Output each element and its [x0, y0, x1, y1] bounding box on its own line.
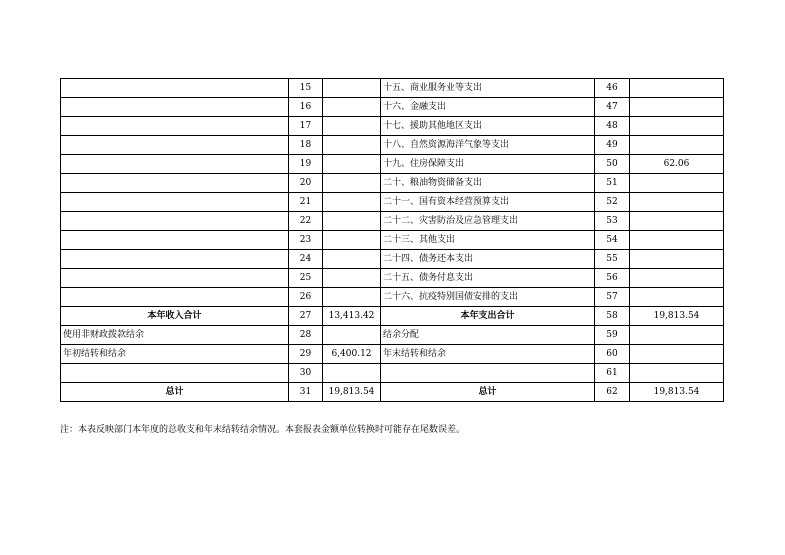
income-item-cell [61, 364, 289, 383]
income-row-number-cell: 31 [289, 383, 323, 402]
table-row [61, 79, 724, 98]
expense-row-number-cell: 49 [595, 136, 630, 155]
income-item-cell [61, 174, 289, 193]
expense-row-number-cell: 61 [595, 364, 630, 383]
table-row [61, 288, 724, 307]
expense-row-number-cell: 62 [595, 383, 630, 402]
expense-amount-cell [630, 364, 724, 383]
income-amount-cell [323, 364, 381, 383]
expense-row-number-cell: 46 [595, 79, 630, 98]
income-row-number-cell: 25 [289, 269, 323, 288]
income-item-cell: 年初结转和结余 [61, 345, 289, 364]
expense-item-cell: 二十六、抗疫特别国债安排的支出 [381, 288, 595, 307]
expense-item-cell: 十九、住房保障支出 [381, 155, 595, 174]
table-row [61, 155, 724, 174]
expense-amount-cell [630, 117, 724, 136]
income-item-cell [61, 193, 289, 212]
income-amount-cell [323, 212, 381, 231]
income-row-number-cell: 28 [289, 326, 323, 345]
income-row-number-cell: 23 [289, 231, 323, 250]
income-item-cell [61, 79, 289, 98]
income-row-number-cell: 15 [289, 79, 323, 98]
expense-row-number-cell: 56 [595, 269, 630, 288]
income-row-number-cell: 29 [289, 345, 323, 364]
expense-amount-cell [630, 250, 724, 269]
expense-item-cell: 二十四、债务还本支出 [381, 250, 595, 269]
income-row-number-cell: 18 [289, 136, 323, 155]
table-body [61, 79, 724, 402]
income-row-number-cell: 27 [289, 307, 323, 326]
income-amount-cell [323, 269, 381, 288]
expense-amount-cell: 62.06 [630, 155, 724, 174]
income-amount-cell [323, 136, 381, 155]
expense-row-number-cell: 59 [595, 326, 630, 345]
expense-row-number-cell: 60 [595, 345, 630, 364]
table-row [61, 345, 724, 364]
income-row-number-cell: 22 [289, 212, 323, 231]
income-amount-cell [323, 155, 381, 174]
income-row-number-cell: 17 [289, 117, 323, 136]
expense-amount-cell: 19,813.54 [630, 307, 724, 326]
income-amount-cell [323, 79, 381, 98]
income-amount-cell [323, 326, 381, 345]
income-row-number-cell: 19 [289, 155, 323, 174]
expense-amount-cell [630, 174, 724, 193]
income-item-cell: 本年收入合计 [61, 307, 289, 326]
expense-row-number-cell: 47 [595, 98, 630, 117]
budget-summary-table [60, 78, 724, 402]
expense-item-cell: 本年支出合计 [381, 307, 595, 326]
income-amount-cell [323, 174, 381, 193]
expense-amount-cell [630, 326, 724, 345]
income-item-cell [61, 288, 289, 307]
income-row-number-cell: 26 [289, 288, 323, 307]
income-amount-cell [323, 250, 381, 269]
income-amount-cell: 6,400.12 [323, 345, 381, 364]
expense-amount-cell [630, 79, 724, 98]
income-item-cell [61, 250, 289, 269]
table-row [61, 136, 724, 155]
expense-amount-cell [630, 231, 724, 250]
expense-amount-cell [630, 98, 724, 117]
income-row-number-cell: 24 [289, 250, 323, 269]
income-row-number-cell: 20 [289, 174, 323, 193]
expense-amount-cell [630, 212, 724, 231]
income-amount-cell [323, 193, 381, 212]
income-amount-cell [323, 98, 381, 117]
expense-item-cell: 二十五、债务付息支出 [381, 269, 595, 288]
expense-item-cell: 二十、粮油物资储备支出 [381, 174, 595, 193]
income-item-cell: 总计 [61, 383, 289, 402]
footnote: 注：本表反映部门本年度的总收支和年末结转结余情况。本套报表金额单位转换时可能存在尾数误差。 [60, 425, 466, 435]
expense-amount-cell [630, 269, 724, 288]
table-row [61, 212, 724, 231]
table-row [61, 231, 724, 250]
income-item-cell [61, 136, 289, 155]
income-amount-cell [323, 288, 381, 307]
table-row [61, 269, 724, 288]
expense-item-cell: 二十二、灾害防治及应急管理支出 [381, 212, 595, 231]
expense-amount-cell: 19,813.54 [630, 383, 724, 402]
expense-row-number-cell: 53 [595, 212, 630, 231]
table-row [61, 383, 724, 402]
income-amount-cell: 13,413.42 [323, 307, 381, 326]
income-item-cell [61, 212, 289, 231]
expense-row-number-cell: 58 [595, 307, 630, 326]
expense-amount-cell [630, 345, 724, 364]
income-amount-cell: 19,813.54 [323, 383, 381, 402]
table-row [61, 174, 724, 193]
income-item-cell: 使用非财政拨款结余 [61, 326, 289, 345]
expense-item-cell: 十五、商业服务业等支出 [381, 79, 595, 98]
income-row-number-cell: 30 [289, 364, 323, 383]
table-row [61, 326, 724, 345]
income-amount-cell [323, 117, 381, 136]
table-row [61, 364, 724, 383]
table-row [61, 250, 724, 269]
table-row [61, 307, 724, 326]
expense-item-cell: 总计 [381, 383, 595, 402]
expense-item-cell: 十七、援助其他地区支出 [381, 117, 595, 136]
expense-item-cell: 二十三、其他支出 [381, 231, 595, 250]
expense-amount-cell [630, 288, 724, 307]
expense-item-cell: 十八、自然资源海洋气象等支出 [381, 136, 595, 155]
expense-amount-cell [630, 136, 724, 155]
expense-row-number-cell: 57 [595, 288, 630, 307]
table-row [61, 98, 724, 117]
expense-item-cell [381, 364, 595, 383]
expense-item-cell: 十六、金融支出 [381, 98, 595, 117]
expense-row-number-cell: 54 [595, 231, 630, 250]
expense-row-number-cell: 51 [595, 174, 630, 193]
table-row [61, 117, 724, 136]
income-item-cell [61, 231, 289, 250]
income-item-cell [61, 117, 289, 136]
expense-item-cell: 二十一、国有资本经营预算支出 [381, 193, 595, 212]
income-item-cell [61, 155, 289, 174]
income-item-cell [61, 269, 289, 288]
income-item-cell [61, 98, 289, 117]
income-row-number-cell: 16 [289, 98, 323, 117]
income-row-number-cell: 21 [289, 193, 323, 212]
expense-row-number-cell: 55 [595, 250, 630, 269]
expense-item-cell: 结余分配 [381, 326, 595, 345]
table-row [61, 193, 724, 212]
expense-row-number-cell: 52 [595, 193, 630, 212]
income-amount-cell [323, 231, 381, 250]
expense-amount-cell [630, 193, 724, 212]
expense-item-cell: 年末结转和结余 [381, 345, 595, 364]
expense-row-number-cell: 48 [595, 117, 630, 136]
expense-row-number-cell: 50 [595, 155, 630, 174]
